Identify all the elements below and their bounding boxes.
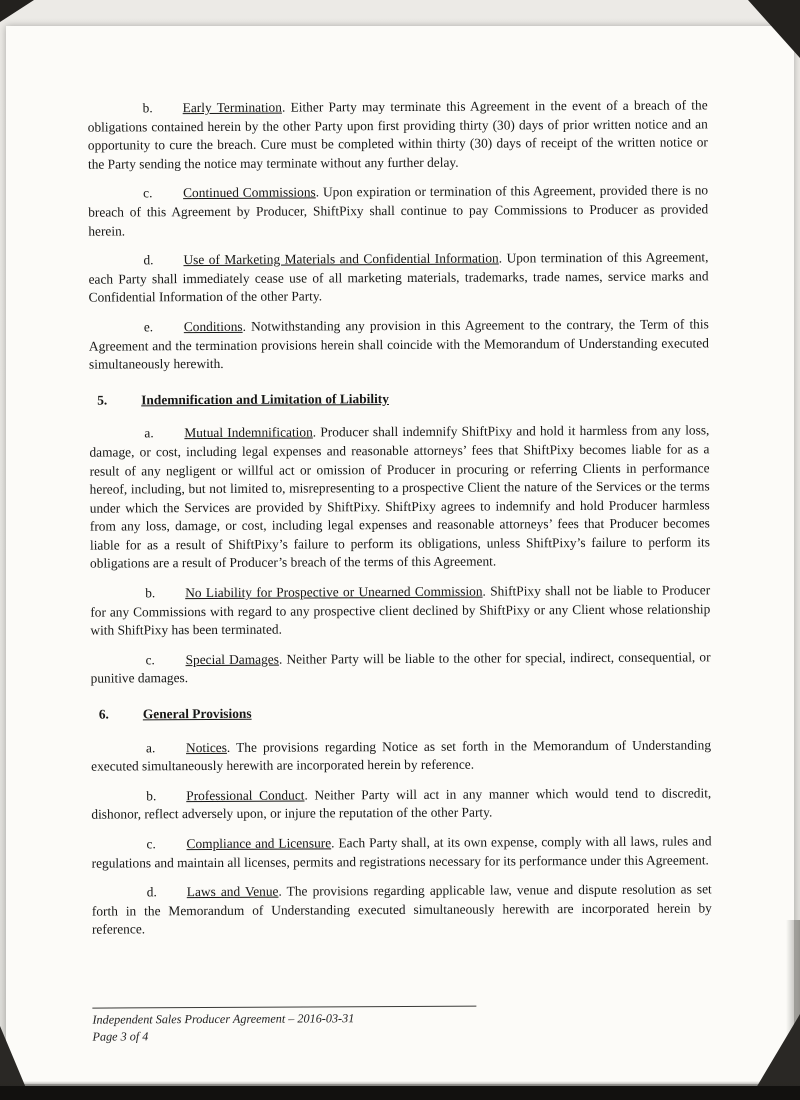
paragraph-label: b. bbox=[142, 100, 153, 116]
footer-page-number: Page 3 of 4 bbox=[92, 1029, 149, 1044]
paragraph-heading: Notices bbox=[185, 739, 227, 755]
section-title: General Provisions bbox=[142, 705, 252, 722]
para-marketing-materials bbox=[88, 249, 708, 308]
paragraph-heading: Laws and Venue bbox=[186, 883, 279, 900]
footer-doc-title: Independent Sales Producer Agreement – 2016-03-31 bbox=[92, 1011, 355, 1027]
paragraph-label: d. bbox=[143, 252, 154, 268]
section-number: 5. bbox=[97, 392, 108, 408]
footer-divider bbox=[92, 1006, 476, 1009]
paragraph-label: c. bbox=[146, 836, 156, 852]
paragraph-label: a. bbox=[144, 425, 154, 441]
paragraph-label: c. bbox=[143, 185, 153, 201]
paragraph-body: . Either Party may terminate this Agreement in the event of a breach of the obligations contained herein by the other Party upon first providing thirty (30) days of prior written notice and an opportunity to cure the breach. Cure must be completed within thirty (30) days of receipt of the written notice or the Party sending the notice may terminate without any further delay. bbox=[87, 97, 708, 172]
section-number: 6. bbox=[98, 706, 109, 722]
paragraph-heading: Continued Commissions bbox=[183, 184, 316, 201]
para-conditions bbox=[89, 315, 709, 374]
paragraph-heading: Use of Marketing Materials and Confidential Information bbox=[183, 250, 499, 268]
paragraph-heading: Professional Conduct bbox=[186, 787, 305, 803]
paragraph-body: . Neither Party will act in any manner which would tend to discredit, dishonor, reflect adversely upon, or injure the reputation of the other Party. bbox=[91, 785, 712, 823]
document-body bbox=[88, 96, 712, 950]
para-continued-commissions bbox=[88, 182, 708, 241]
paragraph-label: c. bbox=[145, 652, 155, 668]
paragraph-heading: Compliance and Licensure bbox=[186, 835, 332, 852]
paragraph-body: . Producer shall indemnify ShiftPixy and hold it harmless from any loss, damage, or cost, including legal expenses and reasonable attorneys’ fees that ShiftPixy becomes liable for as a result of any negligent or willful act or omission of Producer in procuring or referring Clients in performance hereof, including, but not limited to, misrepresenting to a prospective Client the nature of the Services or the terms under which the Services are provided by ShiftPixy. ShiftPixy agrees to indemnify and hold Producer harmless from any loss, damage, or cost, including legal expenses and reasonable attorneys’ fees that Producer becomes liable for as a result of ShiftPixy’s failure to perform its obligations, unless ShiftPixy’s failure to perform its obligations are a result of Producer’s breach of the terms of this Agreement. bbox=[89, 422, 710, 572]
page-footer bbox=[92, 1004, 712, 1045]
para-early-termination bbox=[88, 96, 708, 174]
scan-bottom-bar bbox=[0, 1086, 800, 1100]
paragraph-label: a. bbox=[145, 739, 156, 755]
paragraph-label: e. bbox=[143, 319, 154, 335]
paragraph-label: b. bbox=[145, 585, 156, 601]
para-notices bbox=[91, 736, 711, 776]
paragraph-heading: Mutual Indemnification bbox=[184, 424, 313, 441]
paragraph-heading: No Liability for Prospective or Unearned Commission bbox=[185, 583, 483, 601]
paragraph-heading: Early Termination bbox=[182, 99, 282, 116]
paragraph-heading: Special Damages bbox=[185, 651, 279, 667]
para-no-liability bbox=[90, 581, 710, 640]
paragraph-label: b. bbox=[146, 788, 157, 804]
section-title: Indemnification and Limitation of Liability bbox=[141, 390, 389, 408]
paragraph-label: d. bbox=[146, 884, 157, 900]
paragraph-body: . Neither Party will be liable to the other for special, indirect, consequential, or punitive damages. bbox=[90, 649, 711, 687]
paragraph-body: . ShiftPixy shall not be liable to Producer for any Commissions with regard to any prospective client declined by ShiftPixy or any Client whose relationship with ShiftPixy has been terminated. bbox=[90, 582, 711, 638]
para-compliance-licensure bbox=[91, 832, 711, 872]
para-professional-conduct bbox=[91, 784, 711, 824]
paragraph-body: . Each Party shall, at its own expense, comply with all laws, rules and regulations and maintain all licenses, permits and registrations necessary for its performance under this Agreement. bbox=[91, 833, 712, 871]
para-laws-and-venue bbox=[92, 881, 712, 940]
paragraph-body: . The provisions regarding applicable law, venue and dispute resolution as set forth in the Memorandum of Understanding executed simultaneously herewith are incorporated herein by reference. bbox=[91, 881, 712, 937]
paragraph-body: . The provisions regarding Notice as set forth in the Memorandum of Understanding executed simultaneously herewith are incorporated herein by reference. bbox=[91, 736, 712, 774]
document-page bbox=[6, 26, 794, 1084]
para-special-damages bbox=[91, 648, 711, 688]
paragraph-heading: Conditions bbox=[183, 318, 243, 335]
section-heading-general-provisions bbox=[91, 702, 711, 724]
scan-corner-top-left bbox=[0, 0, 34, 22]
section-heading-indemnification bbox=[89, 388, 709, 410]
paragraph-body: . Upon termination of this Agreement, each Party shall immediately cease use of all marketing materials, trademarks, trade names, service marks and Confidential Information of the other Party. bbox=[88, 249, 709, 305]
paragraph-body: . Notwithstanding any provision in this Agreement to the contrary, the Term of this Agreement and the termination provisions herein shall coincide with the Memorandum of Understanding executed simultaneously herewith. bbox=[88, 316, 709, 372]
para-mutual-indemnification bbox=[89, 422, 710, 574]
paragraph-body: . Upon expiration or termination of this Agreement, provided there is no breach of this Agreement by Producer, ShiftPixy shall continue to pay Commissions to Producer as provided herein. bbox=[88, 182, 709, 239]
